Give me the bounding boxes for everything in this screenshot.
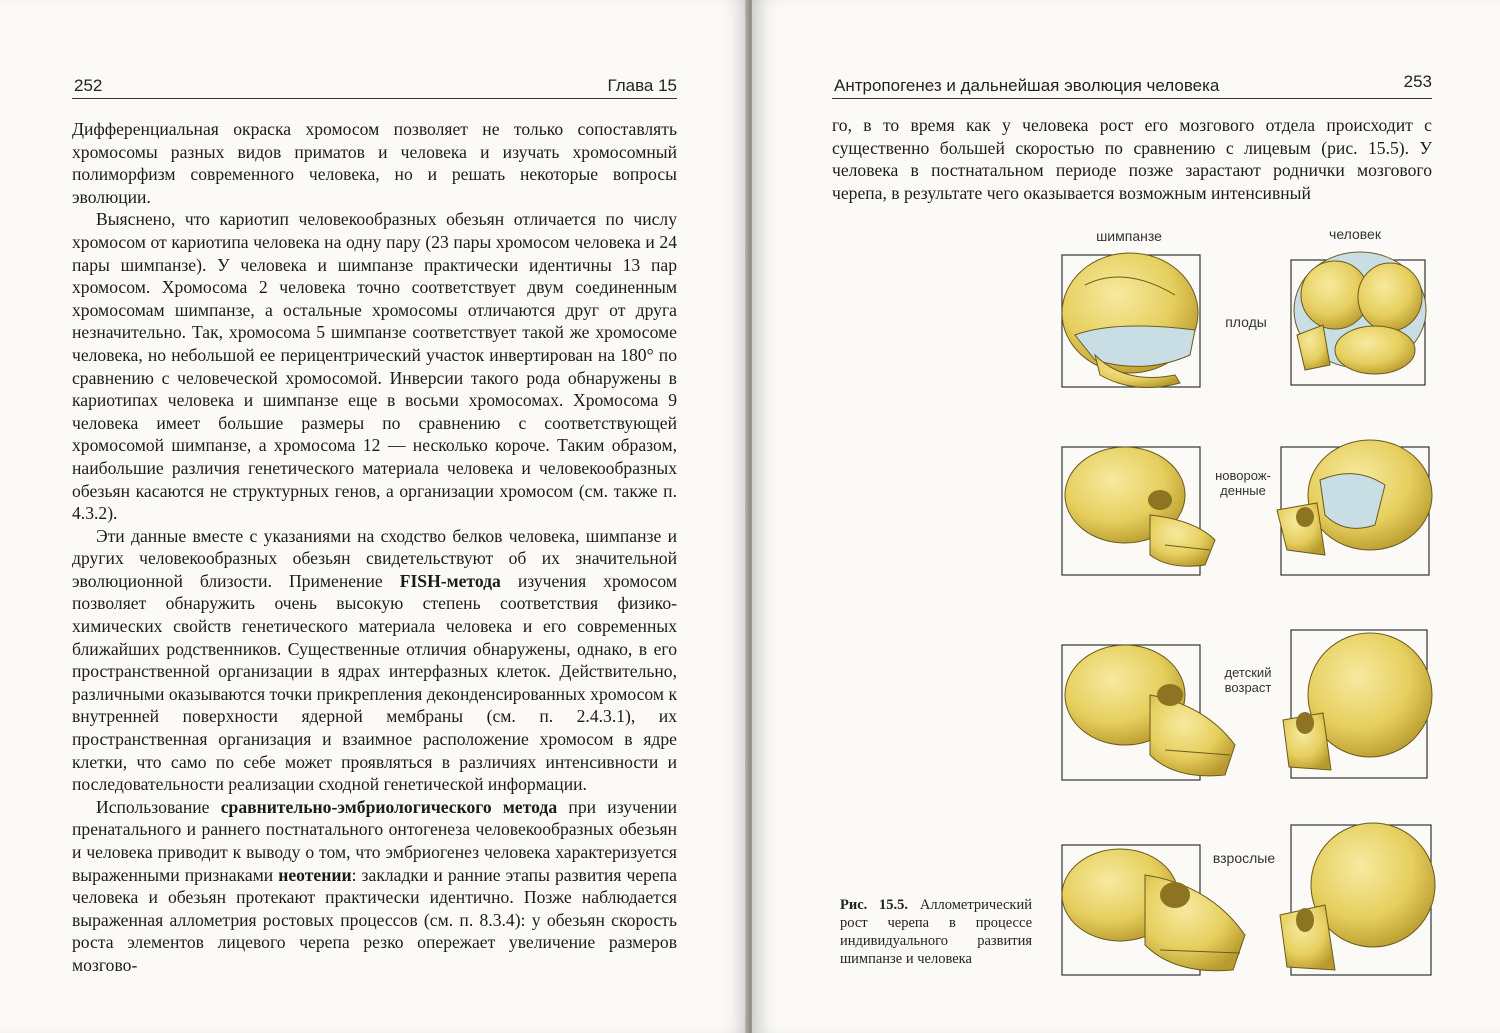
human-adult-skull — [1280, 823, 1435, 975]
chimp-newborn-skull — [1062, 447, 1215, 575]
human-child-skull — [1283, 630, 1432, 778]
skull-growth-figure — [1055, 225, 1445, 985]
term-comparative-embryology: сравнительно-эмбриологического метода — [220, 796, 558, 817]
caption-text: Аллометрический рост черепа в процессе индивидуального развития шимпанзе и человека — [840, 897, 1032, 967]
label-childhood: детский возраст — [1224, 665, 1272, 695]
term-neoteny: неотении — [278, 864, 352, 885]
label-fetuses: плоды — [1225, 314, 1267, 330]
human-fetus-skull — [1291, 252, 1426, 385]
running-head: Антропогенез и дальнейшая эволюция человека — [834, 76, 1220, 95]
paragraph: Эти данные вместе с указаниями на сходство белков человека, шимпанзе и других человекообразных обезьян свидетельствуют об их значительной эволюционной близости. Применение FISH-метода изучения хромосом позволяет обнаружить очень высокую степень соответствия физико-химических свойств генетического материала человека и его современных ближайших родственников. Существенные отличия обнаружены, однако, в его пространственной организации в ядрах интерфазных клеток. Действительно, различными оказываются точки прикрепления деконденсированных хромосом к внутренней поверхности ядерной мембраны (см. п. 2.4.3.1), их пространственная организация и взаимное расположение хромосом в ядре клетки, что само по себе может проявляться в различиях интенсивности и последовательности реализации сходной генетической информации. — [72, 525, 678, 795]
term-fish: FISH-метода — [399, 570, 501, 591]
running-head: Глава 15 — [607, 76, 677, 95]
left-body-text — [72, 118, 677, 977]
label-newborns: новорож-денные — [1215, 468, 1271, 498]
page-left — [0, 0, 748, 1033]
caption-label: Рис. 15.5. — [840, 897, 909, 913]
paragraph: го, в то время как у человека рост его мозгового отдела происходит с существенно большей скоростью по сравнению с лицевым (рис. 15.5). У человека в постнатальном периоде позже зарастают роднички мозгового черепа, в результате чего оказывается возможным интенсивный — [832, 115, 1432, 203]
page-number: 253 — [1403, 72, 1432, 91]
skulls-illustration — [1055, 225, 1445, 985]
paragraph: Выяснено, что кариотип человекообразных обезьян отличается по числу хромосом от кариотипа человека на одну пару (23 пары хромосом человека и 24 пары шимпанзе). У человека и шимпанзе практически идентичны 13 пар хромосом. Хромосома 2 человека точно соответствует двум соединенным хромосомам шимпанзе, а остальные хромосомы отличаются друг от друга незначительно. Так, хромосома 5 шимпанзе соответствует такой же хромосоме человека, но небольшой ее перицентрический участок инвертирован на 180° по сравнению с человеческой хромосомой. Инверсии такого рода обнаружены в кариотипах человека и шимпанзе еще в восьми хромосомах. Хромосома 9 человека имеет большие размеры по сравнению с соответствующей хромосомой шимпанзе, а хромосома 12 — несколько короче. Таким образом, наибольшие различия генетического материала человека и человекообразных обезьян касаются не структурных генов, а организации хромосом (см. также п. 4.3.2). — [72, 209, 677, 524]
figure-caption — [840, 896, 1032, 968]
page-number: 252 — [74, 76, 103, 95]
human-newborn-skull — [1277, 440, 1432, 575]
left-page-header — [72, 74, 677, 99]
label-human: человек — [1329, 226, 1381, 242]
chimp-fetus-skull — [1062, 253, 1200, 388]
label-adults: взрослые — [1212, 850, 1276, 866]
right-page-header — [832, 74, 1432, 99]
paragraph: Использование сравнительно-эмбриологического метода при изучении пренатального и раннего постнатального онтогенеза человекообразных обезьян и человека приводит к выводу о том, что эмбриогенез человека характеризуется выраженными признаками неотении: закладки и ранние этапы развития черепа человека и обезьян протекают практически идентично. Позже наблюдается выраженная аллометрия ростовых процессов (см. п. 8.3.4): у обезьян скорость роста элементов лицевого черепа резко опережает увеличение размеров мозгово- — [72, 796, 677, 975]
right-body-text — [832, 114, 1432, 204]
label-chimpanzee: шимпанзе — [1096, 228, 1162, 244]
paragraph: Дифференциальная окраска хромосом позволяет не только сопоставлять хромосомы разных видов приматов и человека и изучать хромосомный полиморфизм современного человека, но и решать некоторые вопросы эволюции. — [72, 119, 677, 207]
